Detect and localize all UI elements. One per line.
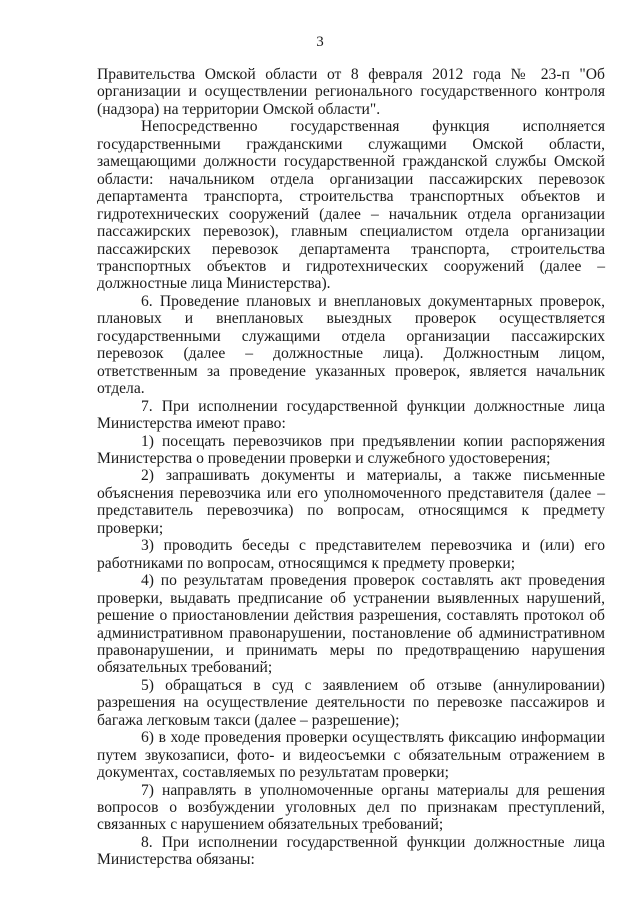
paragraph: 7. При исполнении государственной функции должностные лица Министерства имеют право:	[97, 397, 605, 433]
paragraph: Правительства Омской области от 8 февраля 2012 года № 23-п "Об организации и осуществлении регионального государственного контроля (надзора) на территории Омской области".	[97, 66, 605, 118]
paragraph: 7) направлять в уполномоченные органы материалы для решения вопросов о возбуждении уголовных дел по признакам преступлений, связанных с нарушением обязательных требований;	[97, 781, 605, 834]
paragraph: 2) запрашивать документы и материалы, а также письменные объяснения перевозчика или его уполномоченного представителя (далее – представитель перевозчика) по вопросам, относящимся к предмету проверки;	[97, 467, 605, 537]
paragraph: Непосредственно государственная функция исполняется государственными гражданскими служащими Омской области, замещающими должности государственной гражданской службы Омской области: начальником отдела организации пассажирских перевозок департамента транспорта, строительства транспортных объектов и гидротехнических сооружений (далее – начальник отдела организации пассажирских перевозок), главным специалистом отдела организации пассажирских перевозок департамента транспорта, строительства транспортных объектов и гидротехнических сооружений (далее – должностные лица Министерства).	[97, 118, 605, 293]
document-body	[97, 66, 605, 869]
paragraph: 6) в ходе проведения проверки осуществлять фиксацию информации путем звукозаписи, фото- и видеосъемки с обязательным отражением в документах, составляемых по результатам проверки;	[97, 729, 605, 782]
paragraph: 1) посещать перевозчиков при предъявлении копии распоряжения Министерства о проведении проверки и служебного удостоверения;	[97, 432, 605, 467]
paragraph: 6. Проведение плановых и внеплановых документарных проверок, плановых и внеплановых выездных проверок осуществляется государственными служащими отдела организации пассажирских перевозок (далее – должностные лица). Должностным лицом, ответственным за проведение указанных проверок, является начальник отдела.	[97, 292, 605, 398]
paragraph: 5) обращаться в суд с заявлением об отзыве (аннулировании) разрешения на осуществление деятельности по перевозке пассажиров и багажа легковым такси (далее – разрешение);	[97, 676, 605, 729]
paragraph: 4) по результатам проведения проверок составлять акт проведения проверки, выдавать предписание об устранении выявленных нарушений, решение о приостановлении действия разрешения, составлять протокол об административном правонарушении, постановление об административном правонарушении, и принимать меры по предотвращению нарушения обязательных требований;	[97, 572, 605, 677]
page-number: 3	[316, 34, 324, 50]
paragraph: 8. При исполнении государственной функции должностные лица Министерства обязаны:	[97, 833, 605, 869]
paragraph: 3) проводить беседы с представителем перевозчика и (или) его работниками по вопросам, относящимся к предмету проверки;	[97, 537, 605, 572]
